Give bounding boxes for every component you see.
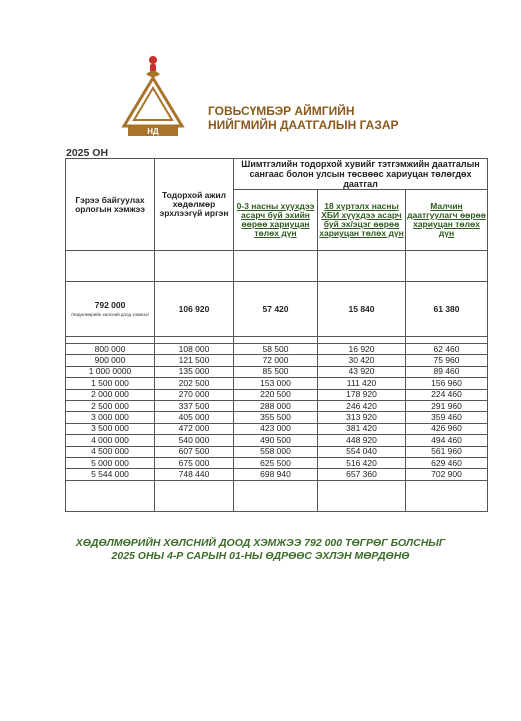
table-cell: 2 500 000 — [66, 400, 155, 411]
table-cell: 657 360 — [318, 469, 406, 480]
header-unemployed: Тодорхой ажил хөдөлмөр эрхлээгүй иргэн — [155, 159, 234, 251]
table-cell: 494 460 — [406, 435, 488, 446]
min-wage-cell — [66, 282, 155, 337]
table-cell: 153 000 — [234, 378, 318, 389]
minimum-wage-row — [66, 282, 488, 337]
table-cell: 85 500 — [234, 366, 318, 377]
table-row — [66, 423, 488, 434]
header-herder: Малчин даатгуулагч өөрөө хариуцан төлөх дүн — [406, 190, 488, 251]
table-cell: 490 500 — [234, 435, 318, 446]
table-cell: 5 000 000 — [66, 457, 155, 468]
table-cell: 516 420 — [318, 457, 406, 468]
table-cell: 1 000 0000 — [66, 366, 155, 377]
logo-text: НД — [147, 127, 159, 136]
table-cell: 359 460 — [406, 412, 488, 423]
table-cell: 3 500 000 — [66, 423, 155, 434]
footer-notice — [0, 537, 521, 563]
table-cell: 220 500 — [234, 389, 318, 400]
table-row — [66, 435, 488, 446]
min-wage-mother: 57 420 — [234, 282, 318, 337]
footer-line-1: ХӨДӨЛМӨРИЙН ХӨЛСНИЙ ДООД ХЭМЖЭЭ 792 000 ТӨГРӨГ БОЛСНЫГ — [75, 537, 446, 549]
table-cell: 702 900 — [406, 469, 488, 480]
table-row — [66, 389, 488, 400]
table-cell: 607 500 — [155, 446, 234, 457]
table-cell: 800 000 — [66, 344, 155, 355]
table-cell: 72 000 — [234, 355, 318, 366]
year-label: 2025 ОН — [66, 147, 109, 159]
table-cell: 2 000 000 — [66, 389, 155, 400]
header-mother-0-3: 0-3 насны хүүхдээ асарч буй эхийн өөрөө хариуцан төлөх дүн — [234, 190, 318, 251]
footer-line-2: 2025 ОНЫ 4-Р САРЫН 01-НЫ ӨДРӨӨС ЭХЛЭН МӨРДӨНӨ — [111, 550, 410, 562]
table-cell: 111 420 — [318, 378, 406, 389]
table-cell: 629 460 — [406, 457, 488, 468]
table-cell: 472 000 — [155, 423, 234, 434]
min-wage-value: 792 000 — [94, 300, 126, 310]
table-cell: 423 000 — [234, 423, 318, 434]
organization-name — [208, 104, 399, 132]
min-wage-herder: 61 380 — [406, 282, 488, 337]
table-row — [66, 412, 488, 423]
min-wage-parent: 15 840 — [318, 282, 406, 337]
soyombo-logo-icon — [120, 54, 186, 138]
table-row — [66, 378, 488, 389]
table-cell: 355 500 — [234, 412, 318, 423]
min-wage-unemployed: 106 920 — [155, 282, 234, 337]
table-row — [66, 355, 488, 366]
table-cell: 202 500 — [155, 378, 234, 389]
table-cell: 4 000 000 — [66, 435, 155, 446]
table-cell: 58 500 — [234, 344, 318, 355]
header-income: Гэрээ байгуулах орлогын хэмжээ — [66, 159, 155, 251]
table-cell: 405 000 — [155, 412, 234, 423]
table-cell: 224 460 — [406, 389, 488, 400]
table-cell: 5 544 000 — [66, 469, 155, 480]
table-body — [66, 344, 488, 481]
table-cell: 625 500 — [234, 457, 318, 468]
table-cell: 900 000 — [66, 355, 155, 366]
table-cell: 30 420 — [318, 355, 406, 366]
table-cell: 337 500 — [155, 400, 234, 411]
table-cell: 43 920 — [318, 366, 406, 377]
table-cell: 121 500 — [155, 355, 234, 366]
table-row — [66, 457, 488, 468]
table-row — [66, 400, 488, 411]
table-cell: 313 920 — [318, 412, 406, 423]
contribution-table — [65, 158, 488, 512]
spacer-row — [66, 480, 488, 511]
table-cell: 675 000 — [155, 457, 234, 468]
table-row — [66, 366, 488, 377]
table-row — [66, 344, 488, 355]
table-cell: 540 000 — [155, 435, 234, 446]
table-cell: 270 000 — [155, 389, 234, 400]
header-group: Шимтгэлийн тодорхой хувийг тэтгэмжийн даатгалын сангаас болон улсын төсвөөс хариуцан төлөгдөх даатгал — [234, 159, 488, 190]
table-cell: 291 960 — [406, 400, 488, 411]
table-cell: 381 420 — [318, 423, 406, 434]
table-cell: 246 420 — [318, 400, 406, 411]
table-cell: 62 460 — [406, 344, 488, 355]
table-cell: 89 460 — [406, 366, 488, 377]
org-line-1: ГОВЬСҮМБЭР АЙМГИЙН — [208, 104, 355, 118]
table-cell: 558 000 — [234, 446, 318, 457]
table-cell: 108 000 — [155, 344, 234, 355]
spacer-row — [66, 337, 488, 344]
table-cell: 748 440 — [155, 469, 234, 480]
table-row — [66, 469, 488, 480]
table-cell: 1 500 000 — [66, 378, 155, 389]
table-row — [66, 446, 488, 457]
table-cell: 16 920 — [318, 344, 406, 355]
table-cell: 135 000 — [155, 366, 234, 377]
header-parent-disabled-child: 18 хүртэлх насны ХБИ хүүхдээ асарч буй эх/эцэг өөрөө хариуцан төлөх дүн — [318, 190, 406, 251]
table-cell: 448 920 — [318, 435, 406, 446]
spacer-row — [66, 251, 488, 282]
table-cell: 3 000 000 — [66, 412, 155, 423]
table-cell: 561 960 — [406, 446, 488, 457]
table-cell: 178 920 — [318, 389, 406, 400]
org-line-2: НИЙГМИЙН ДААТГАЛЫН ГАЗАР — [208, 118, 399, 132]
table-cell: 4 500 000 — [66, 446, 155, 457]
table-cell: 554 040 — [318, 446, 406, 457]
table-cell: 156 960 — [406, 378, 488, 389]
min-wage-note: /Хөдөлмөрийн хөлсний доод хэмжээ/ — [71, 312, 149, 317]
table-cell: 698 940 — [234, 469, 318, 480]
table-cell: 288 000 — [234, 400, 318, 411]
table-cell: 75 960 — [406, 355, 488, 366]
table-cell: 426 960 — [406, 423, 488, 434]
